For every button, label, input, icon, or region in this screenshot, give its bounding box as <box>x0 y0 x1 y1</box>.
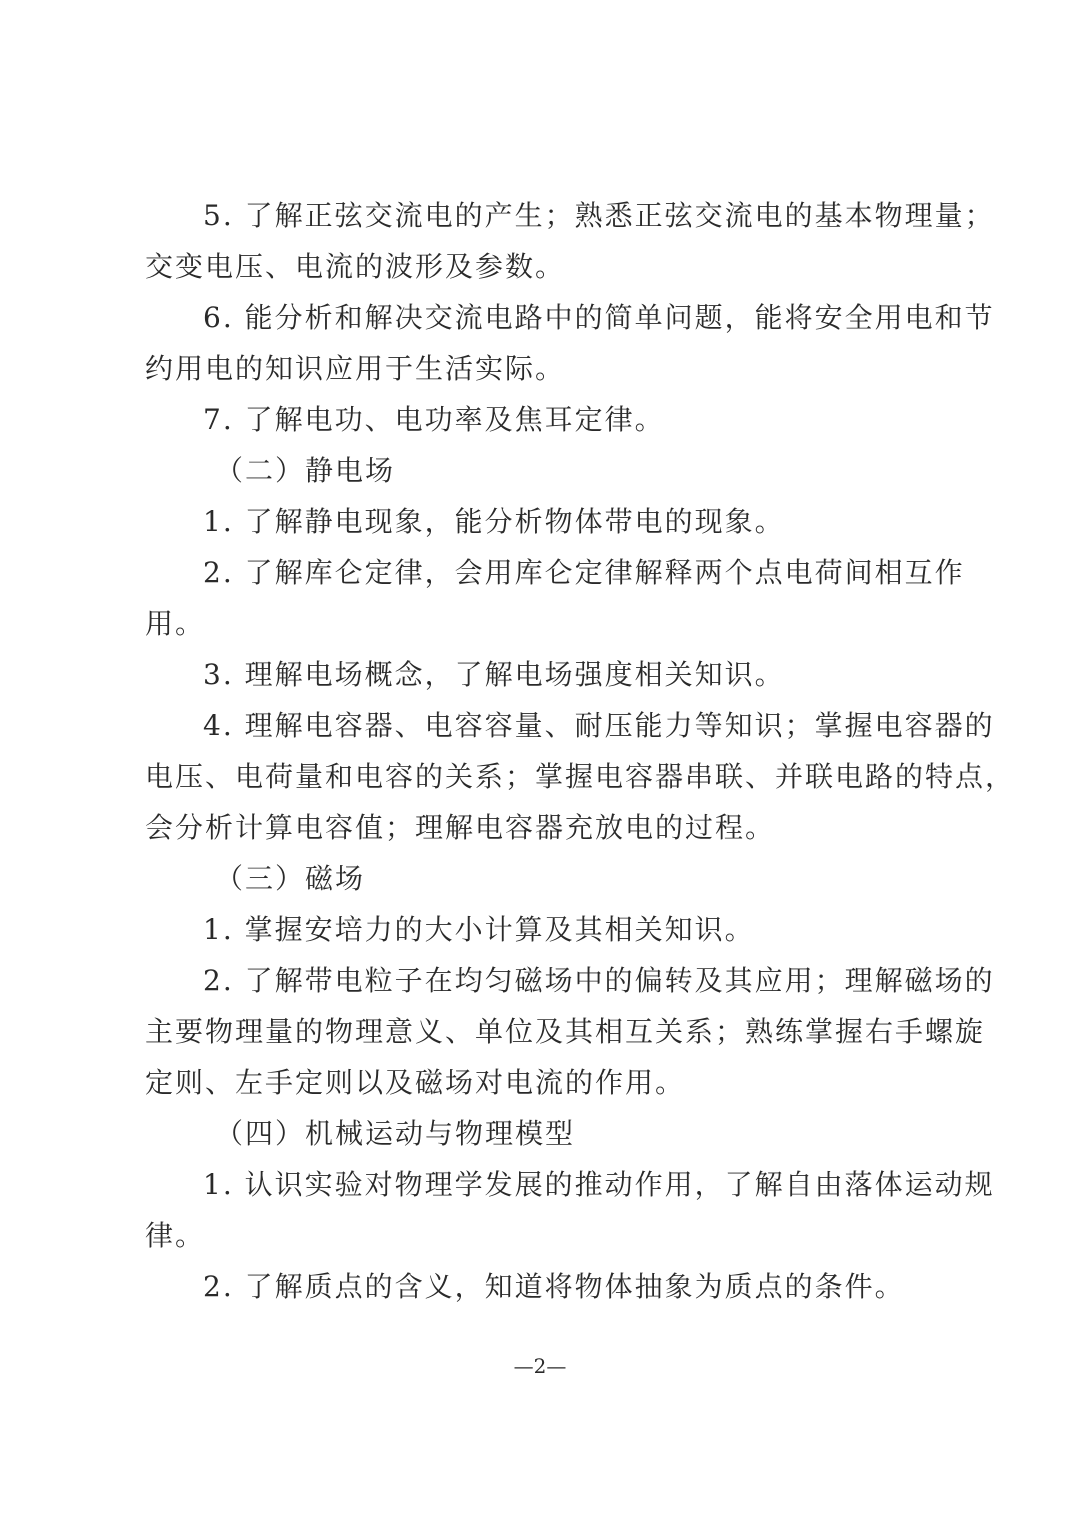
section-heading: （二）静电场 <box>215 454 396 487</box>
text-line: 用。 <box>145 607 206 640</box>
text-line: 电压、电荷量和电容的关系；掌握电容器串联、并联电路的特点， <box>145 760 1016 793</box>
section-heading: （三）磁场 <box>215 862 366 895</box>
text-line: 4. 理解电容器、电容容量、耐压能力等知识；掌握电容器的 <box>203 709 995 742</box>
text-line: 3. 理解电场概念，了解电场强度相关知识。 <box>203 658 785 691</box>
text-line: 1. 了解静电现象，能分析物体带电的现象。 <box>203 505 785 538</box>
text-line: 律。 <box>145 1219 206 1252</box>
text-line: 1. 认识实验对物理学发展的推动作用，了解自由落体运动规 <box>203 1168 995 1201</box>
text-line: 交变电压、电流的波形及参数。 <box>145 250 566 283</box>
text-line: 2. 了解库仑定律，会用库仑定律解释两个点电荷间相互作 <box>203 556 965 589</box>
page-number: —2— <box>513 1354 567 1378</box>
text-line: 约用电的知识应用于生活实际。 <box>145 352 566 385</box>
text-line: 2. 了解带电粒子在均匀磁场中的偏转及其应用；理解磁场的 <box>203 964 995 997</box>
text-line: 6. 能分析和解决交流电路中的简单问题，能将安全用电和节 <box>203 301 995 334</box>
text-line: 7. 了解电功、电功率及焦耳定律。 <box>203 403 665 436</box>
text-line: 1. 掌握安培力的大小计算及其相关知识。 <box>203 913 755 946</box>
section-heading: （四）机械运动与物理模型 <box>215 1117 576 1150</box>
text-line: 会分析计算电容值；理解电容器充放电的过程。 <box>145 811 776 844</box>
text-line: 主要物理量的物理意义、单位及其相互关系；熟练掌握右手螺旋 <box>145 1015 986 1048</box>
text-line: 定则、左手定则以及磁场对电流的作用。 <box>145 1066 686 1099</box>
text-line: 5. 了解正弦交流电的产生；熟悉正弦交流电的基本物理量； <box>203 199 995 232</box>
text-line: 2. 了解质点的含义，知道将物体抽象为质点的条件。 <box>203 1270 905 1303</box>
